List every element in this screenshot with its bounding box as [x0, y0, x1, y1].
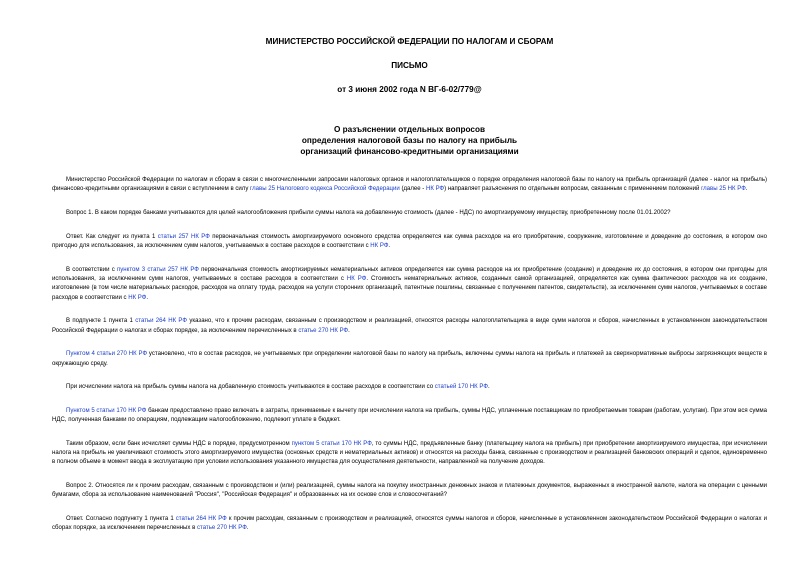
paragraph-text: Ответ. Как следует из пункта 1 — [66, 233, 158, 240]
paragraph-text: Таким образом, если банк исчисляет суммы НДС в порядке, предусмотренном — [66, 440, 292, 447]
body-paragraph — [52, 176, 767, 195]
law-reference-link[interactable]: Пунктом 5 статьи 170 НК РФ — [66, 407, 147, 414]
paragraph-text: первоначальная стоимость амортизируемых нематериальных активов определяется как сумма расходов на их приобретение (создание) и доведение их до состояния, в котором они пригодны для использования, за исключением сумм налогов, учитываемых в составе расходов в соответствии с — [52, 266, 768, 282]
paragraph-text: Министерство Российской Федерации по налогам и сборам в связи с многочисленными запросами налоговых органов и налогоплательщиков о порядке определения налоговой базы по налогу на прибыль организаций (далее - налог на прибыль) финансово-кредитными организациями в связи с вступлением в силу — [52, 177, 767, 193]
document-type: ПИСЬМО — [391, 61, 428, 70]
law-reference-link[interactable]: статьи 264 НК РФ — [175, 516, 227, 523]
body-paragraph — [52, 440, 767, 468]
subject-line: определения налоговой базы по налогу на прибыль — [301, 136, 518, 145]
ministry-title: МИНИСТЕРСТВО РОССИЙСКОЙ ФЕДЕРАЦИИ ПО НАЛОГАМ И СБОРАМ — [265, 37, 554, 46]
body-paragraph — [52, 350, 767, 369]
body-paragraph — [52, 209, 767, 218]
law-reference-link[interactable]: НК РФ — [426, 186, 445, 193]
paragraph-text: банкам предоставлено право включать в затраты, принимаемые к вычету при исчислении налога на прибыль, суммы НДС, уплаченные поставщикам по приобретаемым товарам (работам, услугам). При этом вся сумма НДС, полученная банками по операциям, подлежащим налогообложению, подлежит уплате в бюджет. — [52, 407, 767, 424]
paragraph-text: Ответ. Согласно подпункту 1 пункта 1 — [66, 516, 176, 523]
law-reference-link[interactable]: пунктом 5 статьи 170 НК РФ — [291, 440, 372, 447]
paragraph-text: ) направляет разъяснения по отдельным вопросам, связанным с применением положений — [444, 186, 702, 193]
document-body — [52, 176, 767, 534]
body-paragraph — [52, 266, 767, 303]
document-header — [52, 36, 767, 157]
paragraph-text: (далее - — [399, 186, 426, 193]
law-reference-link[interactable]: статьи 257 НК РФ — [157, 233, 210, 240]
paragraph-text: Вопрос 1. В каком порядке банками учитываются для целей налогообложения прибыли суммы налога на добавленную стоимость (далее - НДС) по амортизируемому имуществу, приобретенному после 01.01.2002? — [66, 209, 671, 216]
law-reference-link[interactable]: главы 25 Налогового кодекса Российской Федерации — [250, 186, 400, 193]
law-reference-link[interactable]: главы 25 НК РФ — [701, 186, 746, 193]
document-subject — [52, 124, 767, 157]
paragraph-text: установлено, что в состав расходов, не учитываемых при определении налоговой базы по налогу на прибыль, включены суммы налога на прибыль и платежей за сверхнормативные выбросы загрязняющих веществ в окружающую среду. — [52, 351, 767, 367]
law-reference-link[interactable]: НК РФ — [346, 275, 367, 282]
paragraph-text: . — [745, 186, 748, 193]
law-reference-link[interactable]: статье 270 НК РФ — [196, 525, 247, 532]
paragraph-text: Вопрос 2. Относятся ли к прочим расходам, связанным с производством и (или) реализацией, суммы налога на покупку иностранных денежных знаков и платежных документов, выраженных в иностранной валюте, налога на операции с ценными бумагами, сбора за использование наименований "Россия", "Российская Федерация" и образованных на их основе слов и словосочетаний? — [52, 483, 767, 499]
subject-line: организаций финансово-кредитными организациями — [300, 147, 519, 156]
paragraph-text: . — [388, 242, 391, 249]
paragraph-text: указано, что к прочим расходам, связанным с производством и реализацией, относятся расходы налогоплательщика в виде сумм налогов и сборов, начисленных в установленном законодательством Российской Федерации о налогах и сборах порядке, за исключением перечисленных в — [52, 318, 767, 334]
subject-line: О разъяснении отдельных вопросов — [333, 125, 486, 134]
paragraph-text: В соответствии с — [66, 266, 117, 273]
law-reference-link[interactable]: пунктом 3 статьи 257 НК РФ — [116, 266, 199, 273]
paragraph-text: . Стоимость нематериальных активов, созданных самой организацией, определяется как сумма фактических расходов на их создание, изготовление (в том числе материальных расходов, расходов на оплату труда, расходов на услуги сторонних организаций, патентные пошлины, связанные с получением патентов, свидетельств), за исключением сумм налогов, учитываемых в составе расходов в соответствии с — [52, 275, 767, 301]
law-reference-link[interactable]: статьи 264 НК РФ — [135, 318, 187, 325]
body-paragraph — [52, 317, 767, 336]
paragraph-text: . — [348, 327, 350, 334]
body-paragraph — [52, 407, 767, 426]
body-paragraph — [52, 383, 767, 392]
paragraph-text: В подпункте 1 пункта 1 — [66, 318, 136, 325]
law-reference-link[interactable]: НК РФ — [370, 242, 389, 249]
paragraph-text: При исчислении налога на прибыль суммы налога на добавленную стоимость учитываются в составе расходов в соответствии со — [66, 384, 435, 391]
paragraph-text: к прочим расходам, связанным с производством и реализацией, относятся суммы налогов и сборов, начисленные в установленном законодательством Российской Федерации о налогах и сборах порядке, за исключением перечисленных в — [52, 516, 767, 532]
body-paragraph — [52, 515, 767, 534]
body-paragraph — [52, 482, 767, 501]
paragraph-text: первоначальная стоимость амортизируемого основного средства определяется как сумма расходов на его приобретение, сооружение, изготовление и доведение до состояния, в котором оно пригодно для использования, за исключением сумм налогов, учитываемых в составе расходов в соответствии с — [52, 233, 768, 249]
law-reference-link[interactable]: Пунктом 4 статьи 270 НК РФ — [66, 351, 148, 358]
paragraph-text: . — [246, 525, 249, 532]
document-date-number: от 3 июня 2002 года N ВГ-6-02/779@ — [337, 85, 482, 94]
paragraph-text: , то суммы НДС, предъявленные банку (плательщику налога на прибыль) при приобретении амортизируемого имущества, при исчислении налога на прибыль не увеличивают стоимость этого амортизируемого имущества (основных средств и нематериальных активов) и относятся на расходы банка, связанные с производством и реализацией банковских операций и сделок, единовременно в полном объеме в момент ввода в эксплуатацию при условии использования указанного имущества для осуществления деятельности, направленной на получение доходов. — [52, 440, 767, 466]
paragraph-text: . — [487, 384, 490, 391]
law-reference-link[interactable]: НК РФ — [128, 294, 147, 301]
law-reference-link[interactable]: статье 270 НК РФ — [298, 327, 349, 334]
body-paragraph — [52, 233, 767, 252]
paragraph-text: . — [146, 294, 149, 301]
law-reference-link[interactable]: статьей 170 НК РФ — [434, 384, 488, 391]
